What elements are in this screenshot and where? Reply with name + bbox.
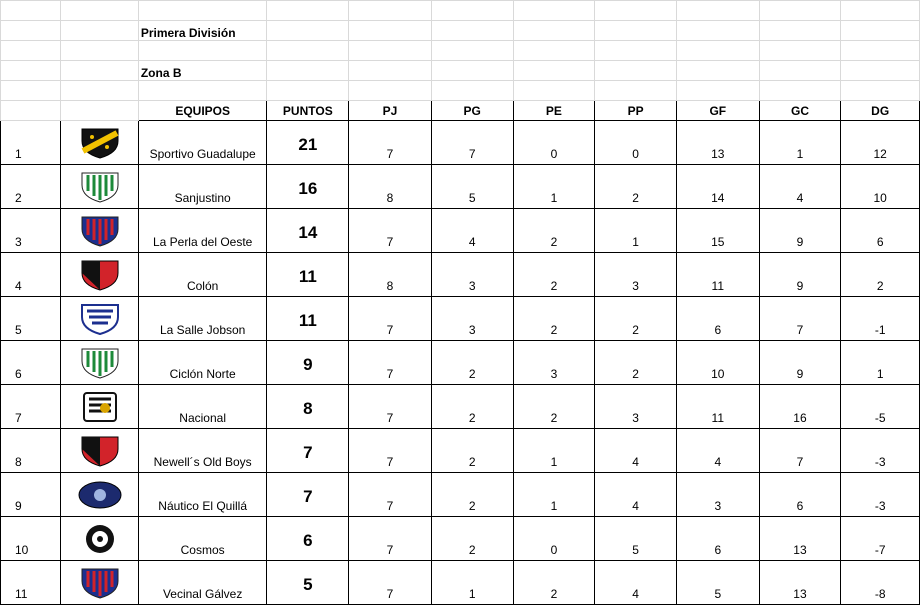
- team-logo-icon: [61, 341, 139, 385]
- pp-cell[interactable]: 1: [595, 209, 677, 253]
- position-cell[interactable]: 2: [1, 165, 61, 209]
- gc-cell[interactable]: 6: [759, 473, 841, 517]
- table-row: [1, 385, 920, 429]
- position-cell[interactable]: 1: [1, 121, 61, 165]
- pj-cell[interactable]: 7: [349, 429, 432, 473]
- pg-cell[interactable]: 2: [431, 341, 513, 385]
- points-cell[interactable]: 9: [267, 341, 349, 385]
- pe-cell[interactable]: 1: [513, 473, 595, 517]
- position-cell[interactable]: 11: [1, 561, 61, 605]
- pe-cell[interactable]: 2: [513, 561, 595, 605]
- team-name-cell[interactable]: Nacional: [138, 385, 267, 429]
- page-title: Primera División: [138, 21, 267, 41]
- position-cell[interactable]: 7: [1, 385, 61, 429]
- team-logo-icon: [61, 385, 139, 429]
- position-cell[interactable]: 5: [1, 297, 61, 341]
- pe-cell[interactable]: 2: [513, 253, 595, 297]
- gf-cell[interactable]: 6: [676, 517, 759, 561]
- gf-cell[interactable]: 4: [676, 429, 759, 473]
- pj-cell[interactable]: 7: [349, 517, 432, 561]
- points-cell[interactable]: 21: [267, 121, 349, 165]
- team-logo-icon: [61, 297, 139, 341]
- table-row: [1, 473, 920, 517]
- dg-cell[interactable]: -5: [841, 385, 920, 429]
- pg-cell[interactable]: 2: [431, 517, 513, 561]
- dg-cell[interactable]: -1: [841, 297, 920, 341]
- pp-cell[interactable]: 3: [595, 385, 677, 429]
- dg-cell[interactable]: -7: [841, 517, 920, 561]
- dg-cell[interactable]: -8: [841, 561, 920, 605]
- gf-cell[interactable]: 13: [676, 121, 759, 165]
- pj-cell[interactable]: 7: [349, 473, 432, 517]
- team-logo-icon: [61, 561, 139, 605]
- pp-cell[interactable]: 2: [595, 165, 677, 209]
- gc-cell[interactable]: 1: [759, 121, 841, 165]
- points-cell[interactable]: 14: [267, 209, 349, 253]
- position-cell[interactable]: 10: [1, 517, 61, 561]
- pg-cell[interactable]: 1: [431, 561, 513, 605]
- pp-cell[interactable]: 4: [595, 473, 677, 517]
- gf-cell[interactable]: 6: [676, 297, 759, 341]
- team-name-cell[interactable]: Náutico El Quillá: [138, 473, 267, 517]
- points-cell[interactable]: 11: [267, 253, 349, 297]
- pj-cell[interactable]: 7: [349, 385, 432, 429]
- pe-cell[interactable]: 0: [513, 517, 595, 561]
- pg-cell[interactable]: 7: [431, 121, 513, 165]
- gc-cell[interactable]: 4: [759, 165, 841, 209]
- table-row: [1, 121, 920, 165]
- gf-cell[interactable]: 11: [676, 385, 759, 429]
- team-name-cell[interactable]: Newell´s Old Boys: [138, 429, 267, 473]
- column-header[interactable]: DG: [841, 101, 920, 121]
- column-header[interactable]: EQUIPOS: [138, 101, 267, 121]
- gc-cell[interactable]: 7: [759, 297, 841, 341]
- pj-cell[interactable]: 7: [349, 561, 432, 605]
- gc-cell[interactable]: 9: [759, 253, 841, 297]
- points-cell[interactable]: 5: [267, 561, 349, 605]
- table-row: [1, 341, 920, 385]
- column-header[interactable]: PG: [431, 101, 513, 121]
- table-row: [1, 165, 920, 209]
- pj-cell[interactable]: 7: [349, 297, 432, 341]
- pe-cell[interactable]: 3: [513, 341, 595, 385]
- pg-cell[interactable]: 5: [431, 165, 513, 209]
- pp-cell[interactable]: 3: [595, 253, 677, 297]
- team-name-cell[interactable]: Colón: [138, 253, 267, 297]
- table-row: [1, 297, 920, 341]
- team-logo-icon: [61, 473, 139, 517]
- pp-cell[interactable]: 2: [595, 341, 677, 385]
- team-logo-icon: [61, 121, 139, 165]
- gf-cell[interactable]: 5: [676, 561, 759, 605]
- team-name-cell[interactable]: La Perla del Oeste: [138, 209, 267, 253]
- pg-cell[interactable]: 2: [431, 473, 513, 517]
- pg-cell[interactable]: 2: [431, 385, 513, 429]
- pe-cell[interactable]: 2: [513, 385, 595, 429]
- dg-cell[interactable]: -3: [841, 473, 920, 517]
- team-name-cell[interactable]: Vecinal Gálvez: [138, 561, 267, 605]
- dg-cell[interactable]: 6: [841, 209, 920, 253]
- pj-cell[interactable]: 7: [349, 121, 432, 165]
- gc-cell[interactable]: 9: [759, 209, 841, 253]
- pp-cell[interactable]: 4: [595, 429, 677, 473]
- position-cell[interactable]: 3: [1, 209, 61, 253]
- team-name-cell[interactable]: Sanjustino: [138, 165, 267, 209]
- column-header[interactable]: PE: [513, 101, 595, 121]
- table-row: [1, 429, 920, 473]
- team-logo-icon: [61, 165, 139, 209]
- points-cell[interactable]: 6: [267, 517, 349, 561]
- dg-cell[interactable]: -3: [841, 429, 920, 473]
- table-row: [1, 209, 920, 253]
- team-name-cell[interactable]: Ciclón Norte: [138, 341, 267, 385]
- team-logo-icon: [61, 253, 139, 297]
- pg-cell[interactable]: 4: [431, 209, 513, 253]
- column-header[interactable]: GF: [676, 101, 759, 121]
- table-row: [1, 517, 920, 561]
- pj-cell[interactable]: 8: [349, 165, 432, 209]
- position-cell[interactable]: 9: [1, 473, 61, 517]
- team-logo-icon: [61, 517, 139, 561]
- gf-cell[interactable]: 10: [676, 341, 759, 385]
- team-name-cell[interactable]: La Salle Jobson: [138, 297, 267, 341]
- pp-cell[interactable]: 2: [595, 297, 677, 341]
- pj-cell[interactable]: 8: [349, 253, 432, 297]
- gf-cell[interactable]: 11: [676, 253, 759, 297]
- position-cell[interactable]: 4: [1, 253, 61, 297]
- gc-cell[interactable]: 9: [759, 341, 841, 385]
- pj-cell[interactable]: 7: [349, 341, 432, 385]
- gc-cell[interactable]: 13: [759, 561, 841, 605]
- team-logo-icon: [61, 429, 139, 473]
- pg-cell[interactable]: 2: [431, 429, 513, 473]
- pp-cell[interactable]: 4: [595, 561, 677, 605]
- points-cell[interactable]: 7: [267, 473, 349, 517]
- pe-cell[interactable]: 1: [513, 165, 595, 209]
- table-row: [1, 253, 920, 297]
- points-cell[interactable]: 7: [267, 429, 349, 473]
- pg-cell[interactable]: 3: [431, 253, 513, 297]
- team-name-cell[interactable]: Cosmos: [138, 517, 267, 561]
- pe-cell[interactable]: 0: [513, 121, 595, 165]
- gf-cell[interactable]: 14: [676, 165, 759, 209]
- pe-cell[interactable]: 1: [513, 429, 595, 473]
- column-header[interactable]: GC: [759, 101, 841, 121]
- pp-cell[interactable]: 5: [595, 517, 677, 561]
- pp-cell[interactable]: 0: [595, 121, 677, 165]
- dg-cell[interactable]: 10: [841, 165, 920, 209]
- position-cell[interactable]: 8: [1, 429, 61, 473]
- points-cell[interactable]: 16: [267, 165, 349, 209]
- gc-cell[interactable]: 16: [759, 385, 841, 429]
- gf-cell[interactable]: 3: [676, 473, 759, 517]
- table-row: [1, 561, 920, 605]
- dg-cell[interactable]: 12: [841, 121, 920, 165]
- gf-cell[interactable]: 15: [676, 209, 759, 253]
- pj-cell[interactable]: 7: [349, 209, 432, 253]
- column-header[interactable]: PJ: [349, 101, 432, 121]
- column-header[interactable]: PP: [595, 101, 677, 121]
- pg-cell[interactable]: 3: [431, 297, 513, 341]
- gc-cell[interactable]: 7: [759, 429, 841, 473]
- points-cell[interactable]: 8: [267, 385, 349, 429]
- gc-cell[interactable]: 13: [759, 517, 841, 561]
- team-name-cell[interactable]: Sportivo Guadalupe: [138, 121, 267, 165]
- points-cell[interactable]: 11: [267, 297, 349, 341]
- column-header[interactable]: PUNTOS: [267, 101, 349, 121]
- dg-cell[interactable]: 2: [841, 253, 920, 297]
- dg-cell[interactable]: 1: [841, 341, 920, 385]
- position-cell[interactable]: 6: [1, 341, 61, 385]
- pe-cell[interactable]: 2: [513, 209, 595, 253]
- pe-cell[interactable]: 2: [513, 297, 595, 341]
- team-logo-icon: [61, 209, 139, 253]
- zone-label: Zona B: [138, 61, 267, 81]
